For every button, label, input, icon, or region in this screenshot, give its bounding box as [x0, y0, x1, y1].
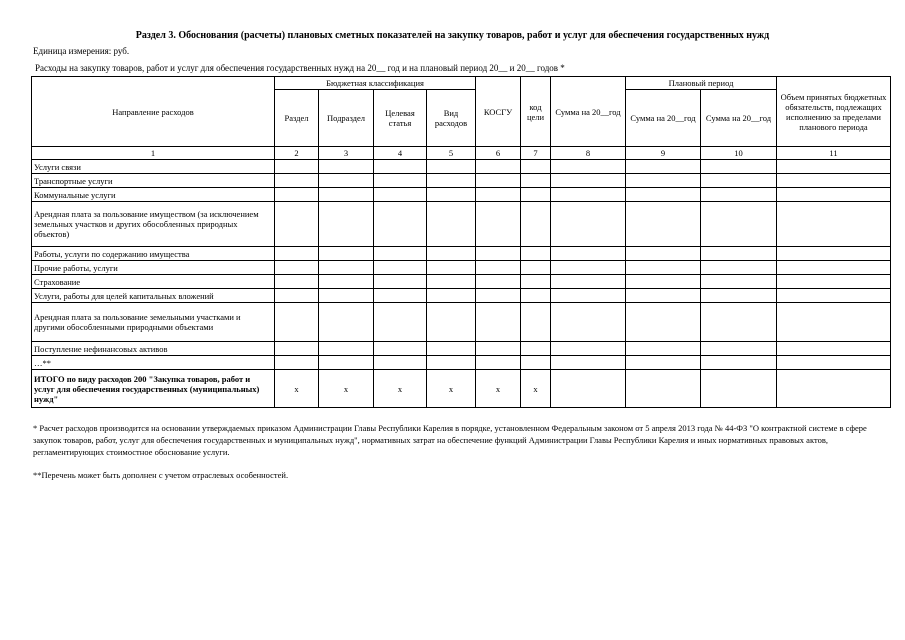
total-mark: х [476, 370, 521, 408]
column-number: 3 [319, 147, 374, 160]
header-goal-code: код цели [521, 77, 551, 147]
row-label: Страхование [32, 275, 275, 289]
header-sum-current: Сумма на 20__год [551, 77, 626, 147]
table-caption: Расходы на закупку товаров, работ и услуг для обеспечения государственных нужд на 20__ год и на плановый период 20__ и 20__ годов * [35, 63, 565, 73]
column-number: 2 [275, 147, 319, 160]
table-row [32, 188, 891, 202]
header-expense-type: Вид расходов [427, 90, 476, 147]
table-row [32, 289, 891, 303]
total-mark: х [427, 370, 476, 408]
total-mark: х [521, 370, 551, 408]
row-label: Арендная плата за пользование имуществом (за исключением земельных участков и других обособленных природных объектов) [32, 202, 275, 247]
header-budget-classification: Бюджетная классификация [275, 77, 476, 90]
header-target-article: Целевая статья [374, 90, 427, 147]
row-label: Работы, услуги по содержанию имущества [32, 247, 275, 261]
header-razdel: Раздел [275, 90, 319, 147]
table-row [32, 174, 891, 188]
header-obligations: Объем принятых бюджетных обязательств, подлежащих исполнению за пределами планового периода [777, 77, 891, 147]
row-label: …** [32, 356, 275, 370]
row-label: Транспортные услуги [32, 174, 275, 188]
total-row [32, 370, 891, 408]
footnote-2: **Перечень может быть дополнен с учетом отраслевых особенностей. [33, 470, 289, 480]
column-number: 5 [427, 147, 476, 160]
row-label: Поступление нефинансовых активов [32, 342, 275, 356]
table-row [32, 303, 891, 342]
header-kosgu: КОСГУ [476, 77, 521, 147]
table-row [32, 342, 891, 356]
column-number: 7 [521, 147, 551, 160]
table-row [32, 275, 891, 289]
column-number: 8 [551, 147, 626, 160]
column-number: 9 [626, 147, 701, 160]
table-row [32, 261, 891, 275]
table-row [32, 247, 891, 261]
column-number: 1 [32, 147, 275, 160]
column-number: 10 [701, 147, 777, 160]
footnote-1: * Расчет расходов производится на основании утверждаемых приказом Администрации Главы Республики Карелия в порядке, установленном Федеральным законом от 5 апреля 2013 года № 44-ФЗ "О контрактной системе в сфере закупок товаров, работ, услуг для обеспечения государственных и муниципальных нужд", нормативных затрат на обеспечение функций Администрации Главы Республики Карелия и иных нормативных правовых актов, регламентирующих стоимостное обоснование услуги. [33, 423, 867, 457]
table-row [32, 202, 891, 247]
header-row-1 [32, 77, 891, 90]
total-mark: х [275, 370, 319, 408]
total-mark: х [374, 370, 427, 408]
header-sum-plan-2: Сумма на 20__год [701, 90, 777, 147]
row-label: Прочие работы, услуги [32, 261, 275, 275]
column-number: 4 [374, 147, 427, 160]
header-podrazdel: Подраздел [319, 90, 374, 147]
table-row [32, 160, 891, 174]
total-mark: х [319, 370, 374, 408]
unit-of-measure: Единица измерения: руб. [33, 46, 130, 56]
expenses-table [31, 76, 891, 408]
column-numbers-row [32, 147, 891, 160]
total-label: ИТОГО по виду расходов 200 "Закупка товаров, работ и услуг для обеспечения государственных (муниципальных) нужд" [32, 370, 275, 408]
column-number: 11 [777, 147, 891, 160]
header-planned-period: Плановый период [626, 77, 777, 90]
header-sum-plan-1: Сумма на 20__год [626, 90, 701, 147]
page-title: Раздел 3. Обоснования (расчеты) плановых сметных показателей на закупку товаров, работ и услуг для обеспечения государственных нужд [135, 30, 770, 41]
row-label: Услуги связи [32, 160, 275, 174]
row-label: Услуги, работы для целей капитальных вложений [32, 289, 275, 303]
header-direction: Направление расходов [32, 77, 275, 147]
table-row [32, 356, 891, 370]
column-number: 6 [476, 147, 521, 160]
row-label: Арендная плата за пользование земельными участками и другими обособленными природными объектами [32, 303, 275, 342]
row-label: Коммунальные услуги [32, 188, 275, 202]
